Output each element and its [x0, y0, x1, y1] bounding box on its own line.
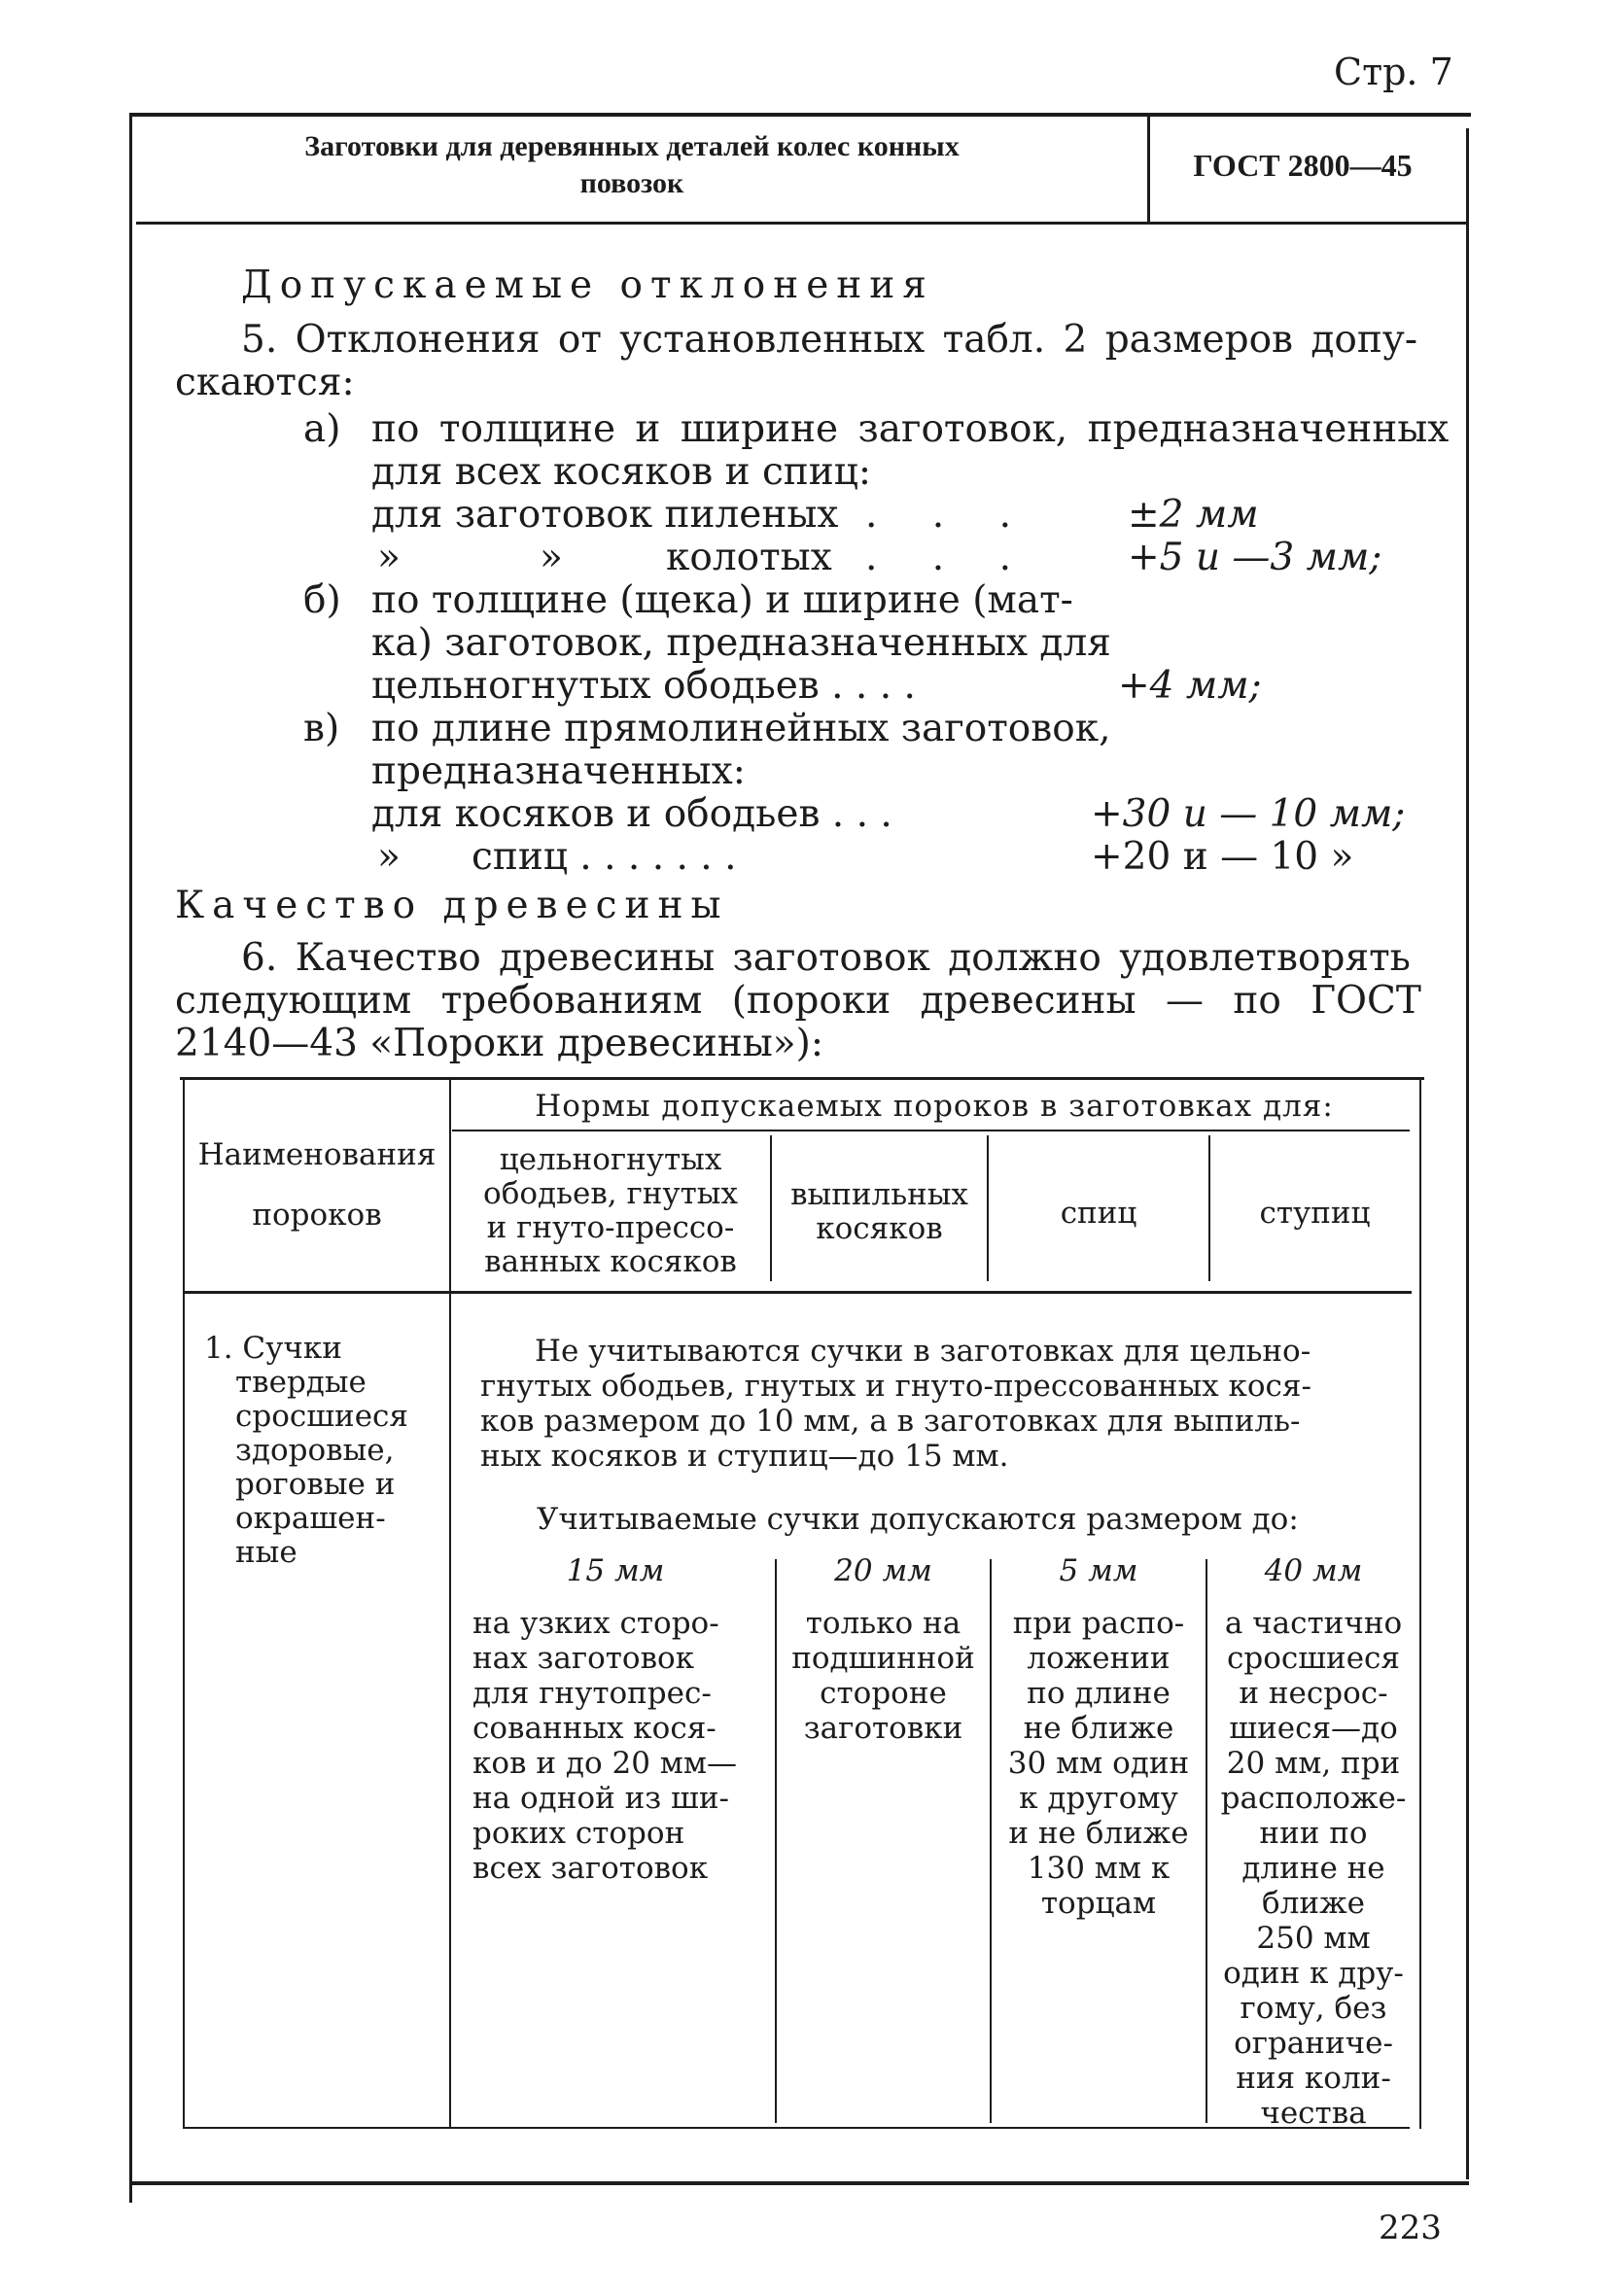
para5-line2: скаются: — [175, 361, 355, 404]
section-heading-deviations: Допускаемые отклонения — [241, 263, 934, 307]
size-sawn-felloes: 20 мм — [834, 1553, 932, 1588]
gost-number: ГОСТ 2800—45 — [1193, 148, 1413, 183]
item-v-item1-label: для косяков и ободьев . . . — [371, 792, 892, 836]
row1-subheading: Учитываемые сучки допускаются размером до: — [537, 1502, 1299, 1537]
item-v-item1-value: +30 и — 10 мм; — [1091, 792, 1406, 836]
cell-sawn-felloes-knots: только на подшинной стороне заготовки — [791, 1606, 975, 1746]
item-b-value: +4 мм; — [1118, 664, 1262, 708]
item-a-line2: для всех косяков и спиц: — [371, 450, 872, 494]
item-b-line2: ка) заготовок, предназначенных для — [371, 621, 1111, 665]
item-b-marker: б) — [303, 578, 341, 622]
item-v-line1: по длине прямолинейных заготовок, — [371, 707, 1111, 750]
item-v-marker: в) — [303, 707, 340, 750]
page-number-top: Стр. 7 — [1334, 51, 1453, 93]
col-header-name: Наименования пороков — [197, 1137, 437, 1233]
item-a-split-value: +5 и —3 мм; — [1128, 536, 1382, 579]
item-b-line3: цельногнутых ободьев . . . . — [371, 664, 916, 708]
col-header-sawn-felloes: выпильных косяков — [790, 1177, 968, 1246]
item-a-split-dots: . . . — [865, 536, 1032, 579]
para5-line1: 5. Отклонения от установленных табл. 2 размеров допу- — [241, 318, 1418, 362]
col-header-hubs: ступиц — [1259, 1196, 1371, 1231]
size-rims: 15 мм — [566, 1553, 665, 1588]
header-top-rule — [129, 113, 1471, 117]
table-right-line — [1419, 1079, 1421, 2129]
item-a-split-label: колотых — [666, 536, 832, 579]
row1-defect-name: 1. Сучки твердые сросшиеся здоровые, роговые и окрашен- ные — [204, 1331, 408, 1570]
header-bottom-rule — [136, 222, 1468, 225]
item-a-sawn-dots: . . . — [865, 493, 1032, 537]
right-border — [1466, 128, 1469, 2179]
item-v-line2: предназначенных: — [371, 749, 746, 793]
cell-spokes-knots: при распо- ложении по длине не ближе 30 мм один к другому и не ближе 130 мм к торцам — [1007, 1606, 1190, 1921]
row1-note: Не учитываются сучки в заготовках для цельно- гнутых ободьев, гнутых и гнуто-прессованных кося- ков размером до 10 мм, а в заготовках для выпиль- ных косяков и ступиц—до 15 мм. — [480, 1334, 1311, 1474]
cell-rims-knots: на узких сторо- нах заготовок для гнутопрес- сованных кося- ков и до 20 мм— на одной из ши- роких сторон всех заготовок — [472, 1606, 737, 1886]
size-hubs: 40 мм — [1264, 1553, 1363, 1588]
item-a-ditto1: » — [377, 536, 401, 579]
norms-header: Нормы допускаемых пороков в заготовках для: — [535, 1089, 1334, 1124]
item-a-sawn-value: ±2 мм — [1128, 493, 1259, 537]
item-b-line1: по толщине (щека) и ширине (мат- — [371, 578, 1073, 622]
section-heading-quality: Качество древесины — [175, 884, 729, 927]
item-a-marker: а) — [303, 407, 341, 451]
item-v-ditto: » — [377, 835, 401, 879]
size-spokes: 5 мм — [1059, 1553, 1138, 1588]
item-v-item2-value: +20 и — 10 » — [1091, 835, 1354, 879]
table-norms-rule — [452, 1130, 1410, 1131]
col-header-spokes: спиц — [1060, 1196, 1137, 1231]
table-top-rule — [180, 1077, 1424, 1080]
document-title: Заготовки для деревянных деталей колес конных повозок — [304, 130, 960, 199]
table-left-line — [183, 1079, 185, 2129]
page-bottom-rule — [129, 2181, 1469, 2185]
item-a-line1: по толщине и ширине заготовок, предназначенных — [371, 407, 1450, 451]
para6-line3: 2140—43 «Пороки древесины»): — [175, 1022, 824, 1065]
item-v-item2-label: спиц . . . . . . . — [472, 835, 737, 879]
col-header-rims: цельногнутых ободьев, гнутых и гнуто-прессо- ванных косяков — [483, 1142, 738, 1279]
page-number-bottom: 223 — [1379, 2209, 1442, 2247]
item-a-sawn-label: для заготовок пиленых — [371, 493, 839, 537]
header-divider — [1147, 115, 1150, 224]
table-header-rule — [185, 1291, 1412, 1294]
para6-line2: следующим требованиям (пороки древесины — по ГОСТ — [175, 979, 1421, 1023]
left-border — [129, 113, 132, 2203]
item-a-ditto2: » — [540, 536, 563, 579]
para6-line1: 6. Качество древесины заготовок должно удовлетворять — [241, 936, 1411, 980]
cell-hubs-knots: а частично сросшиеся и несрос- шиеся—до 20 мм, при расположе- нии по длине не ближе 250 мм один к дру- гому, без ограниче- ния коли- чества — [1220, 1606, 1407, 2131]
